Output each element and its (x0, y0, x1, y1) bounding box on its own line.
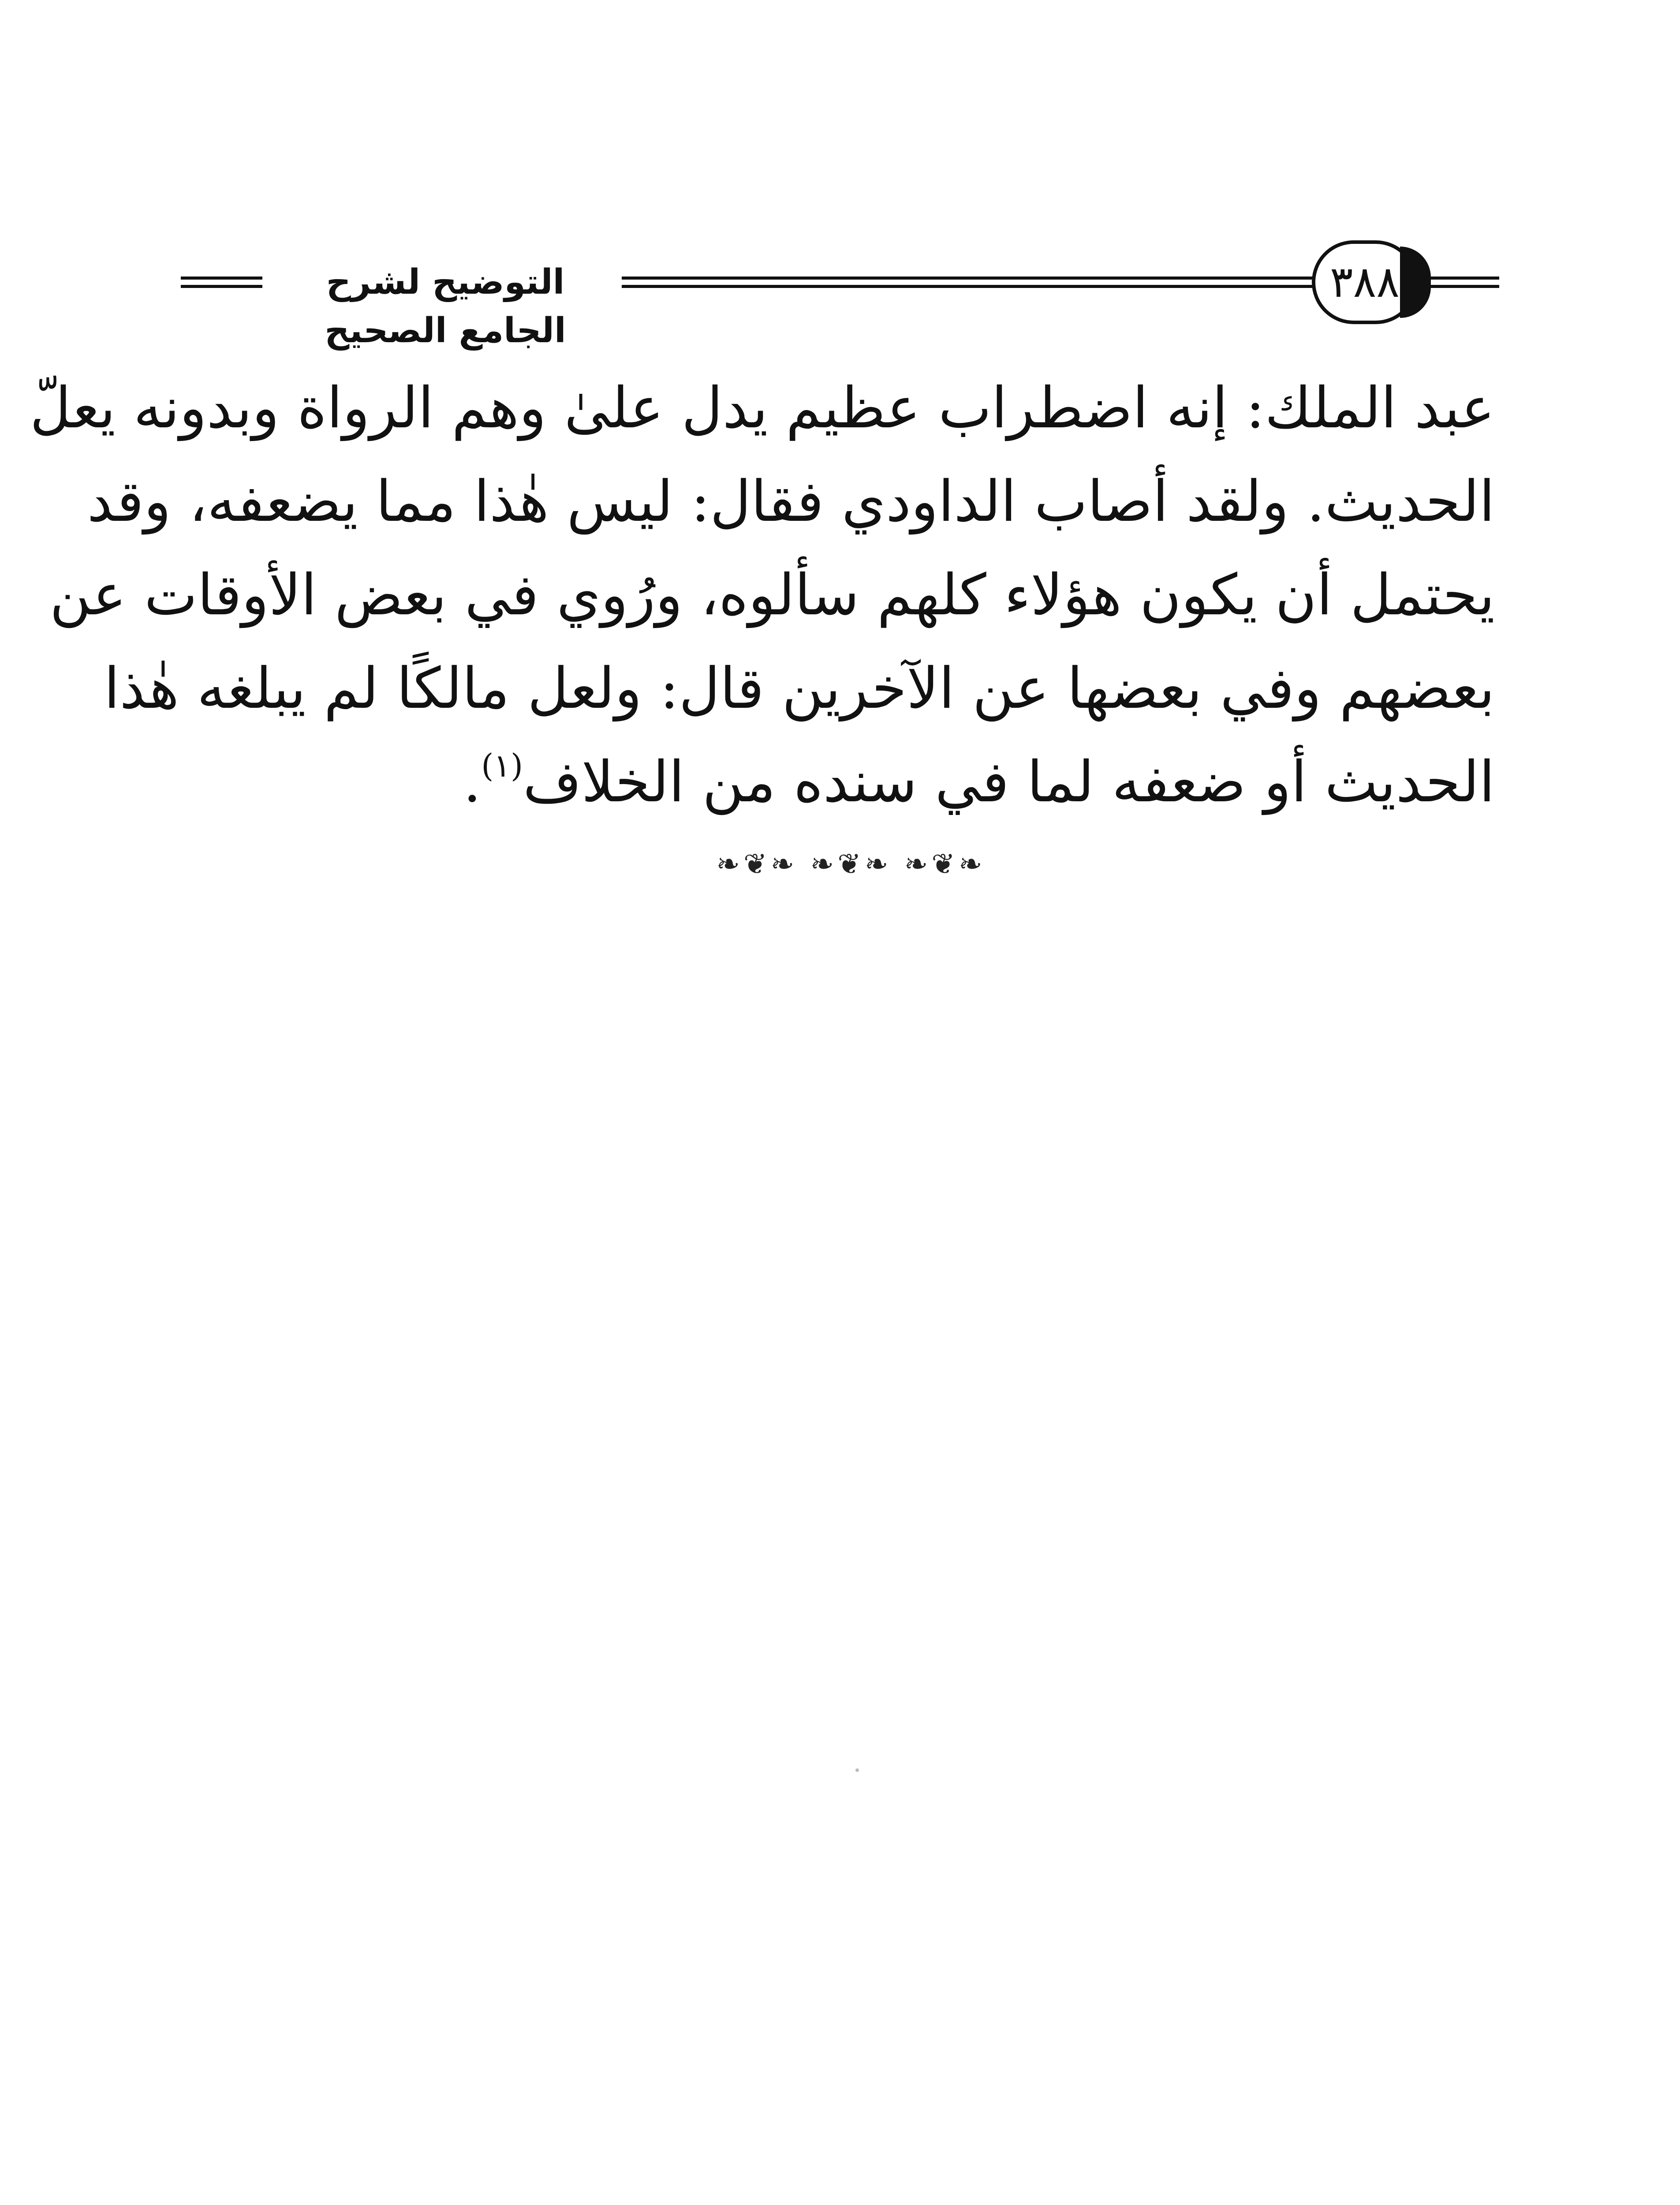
header-rule-left (181, 277, 262, 288)
footnote-reference[interactable]: (١) (481, 747, 523, 784)
text-line-5 (176, 736, 1495, 829)
running-header (181, 240, 1499, 351)
header-rule-right (1418, 277, 1499, 288)
header-rule-middle (622, 277, 1314, 288)
book-title: التوضيح لشرح الجامع الصحيح (325, 262, 566, 351)
main-text (30, 362, 1495, 829)
text-line-1: عبد الملك: إنه اضطراب عظيم يدل علىٰ وهم الرواة وبدونه يعلّ (30, 375, 1495, 441)
page-number: ٣٨٨ (1330, 257, 1400, 307)
text-line-3: يحتمل أن يكون هؤلاء كلهم سألوه، ورُوي في بعض الأوقات عن (49, 562, 1495, 628)
section-end-ornament: ❧❦❧ ❧❦❧ ❧❦❧ (716, 848, 986, 881)
page-number-frame (1312, 240, 1418, 324)
final-period: . (463, 749, 482, 815)
text-line-2: الحديث. ولقد أصاب الداودي فقال: ليس هٰذا مما يضعفه، وقد (87, 469, 1495, 534)
text-line-5-content: الحديث أو ضعفه لما في سنده من الخلاف (523, 749, 1495, 815)
text-line-4: بعضهم وفي بعضها عن الآخرين قال: ولعل مالكًا لم يبلغه هٰذا (104, 656, 1495, 721)
scan-speck (855, 1768, 859, 1772)
